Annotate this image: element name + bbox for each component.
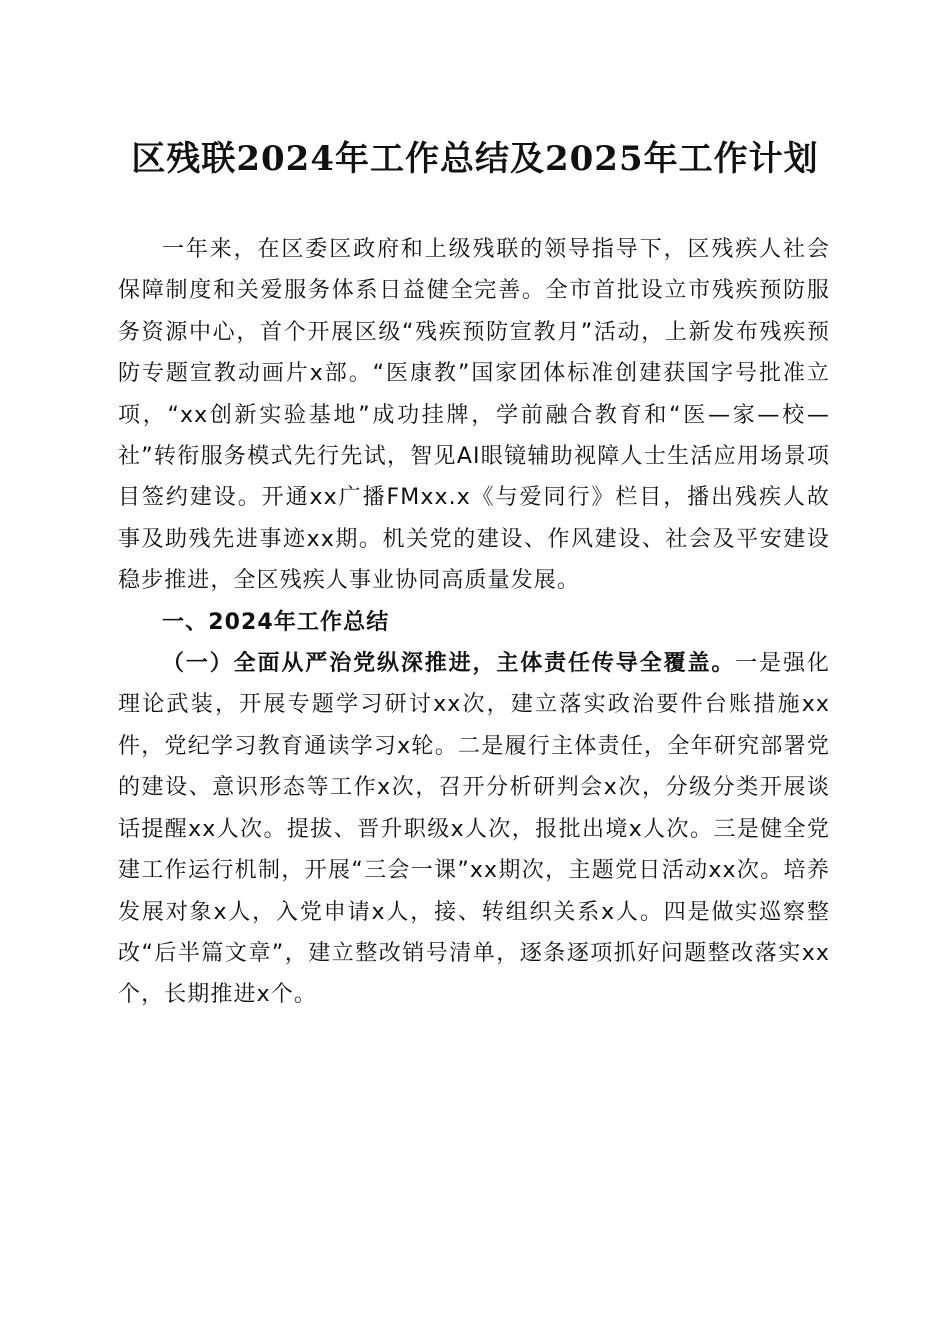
- subsection-paragraph-party-discipline: [118, 643, 830, 1016]
- subsection-body: 一是强化理论武装，开展专题学习研讨xx次，建立落实政治要件台账措施xx件，党纪学习教育通读学习x轮。二是履行主体责任，全年研究部署党的建设、意识形态等工作x次，召开分析研判会x次，分级分类开展谈话提醒xx人次。提拔、晋升职级x人次，报批出境x人次。三是健全党建工作运行机制，开展“三会一课”xx期次，主题党日活动xx次。培养发展对象x人，入党申请x人，接、转组织关系x人。四是做实巡察整改“后半篇文章”，建立整改销号清单，逐条逐项抓好问题整改落实xx个，长期推进x个。: [118, 651, 831, 1008]
- intro-paragraph: 一年来，在区委区政府和上级残联的领导指导下，区残疾人社会保障制度和关爱服务体系日益健全完善。全市首批设立市残疾预防服务资源中心，首个开展区级“残疾预防宣教月”活动，上新发布残疾预防专题宣教动画片x部。“医康教”国家团体标准创建获国字号批准立项，“xx创新实验基地”成功挂牌，学前融合教育和“医—家—校—社”转衔服务模式先行先试，智见AI眼镜辅助视障人士生活应用场景项目签约建设。开通xx广播FMxx.x《与爱同行》栏目，播出残疾人故事及助残先进事迹xx期。机关党的建设、作风建设、社会及平安建设稳步推进，全区残疾人事业协同高质量发展。: [118, 237, 830, 594]
- document-body: [118, 229, 830, 1016]
- document-title: 区残联2024年工作总结及2025年工作计划: [131, 139, 819, 179]
- subsection-heading: （一）全面从严治党纵深推进，主体责任传导全覆盖。: [162, 651, 736, 677]
- section-heading-2024-summary: 一、2024年工作总结: [162, 609, 390, 635]
